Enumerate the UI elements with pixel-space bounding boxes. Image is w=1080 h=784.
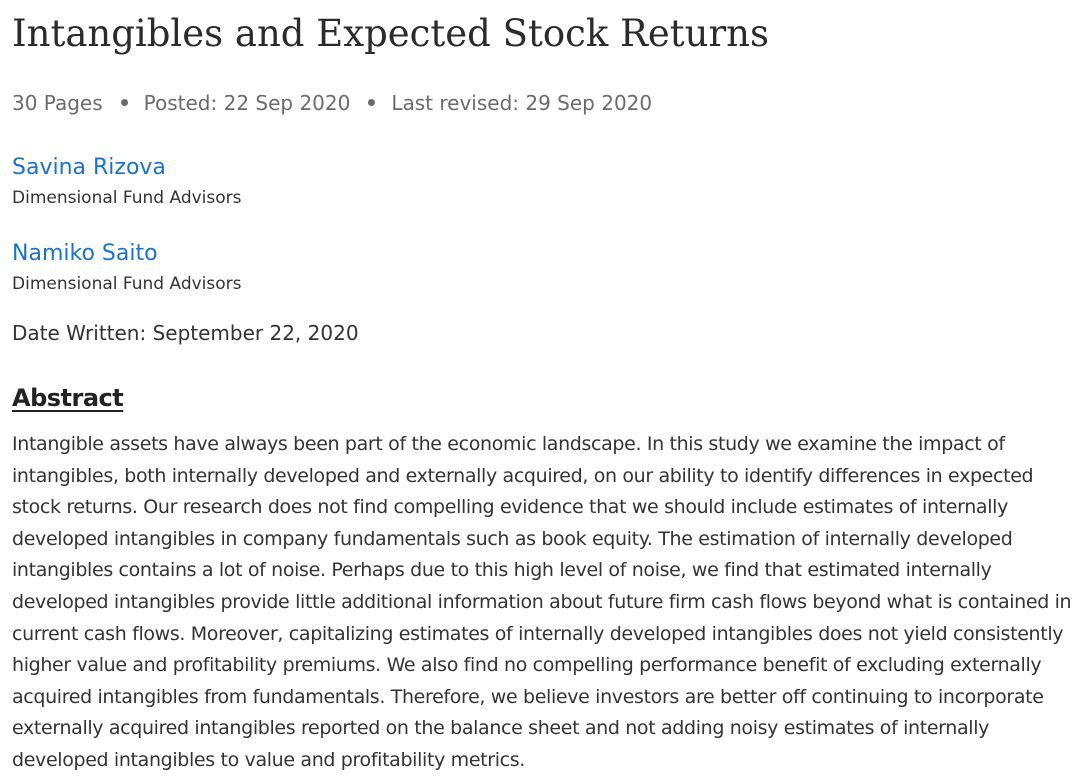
paper-title: Intangibles and Expected Stock Returns: [12, 12, 769, 55]
last-revised-date: Last revised: 29 Sep 2020: [391, 91, 653, 115]
posted-date: Posted: 22 Sep 2020: [143, 91, 351, 115]
author-affiliation: Dimensional Fund Advisors: [12, 274, 242, 294]
date-written: Date Written: September 22, 2020: [12, 321, 359, 345]
author-block: [12, 241, 242, 294]
paper-meta: [12, 91, 652, 115]
separator-dot-icon: [121, 99, 128, 106]
author-affiliation: Dimensional Fund Advisors: [12, 188, 242, 208]
abstract-heading: Abstract: [12, 384, 124, 412]
abstract-text: Intangible assets have always been part of the economic landscape. In this study we examine the impact of intangibles, both internally developed and externally acquired, on our ability to identify differences in expected stock returns. Our research does not find compelling evidence that we should include estimates of internally developed intangibles in company fundamentals such as book equity. The estimation of internally developed intangibles contains a lot of noise. Perhaps due to this high level of noise, we find that estimated internally developed intangibles provide little additional information about future firm cash flows beyond what is contained in current cash flows. Moreover, capitalizing estimates of internally developed intangibles does not yield consistently higher value and profitability premiums. We also find no compelling performance benefit of excluding externally acquired intangibles from fundamentals. Therefore, we believe investors are better off continuing to incorporate externally acquired intangibles reported on the balance sheet and not adding noisy estimates of internally developed intangibles to value and profitability metrics.: [12, 433, 1072, 771]
author-link[interactable]: Namiko Saito: [12, 241, 158, 266]
page-count: 30 Pages: [12, 91, 103, 115]
author-link[interactable]: Savina Rizova: [12, 155, 166, 180]
author-block: [12, 155, 242, 208]
separator-dot-icon: [368, 99, 375, 106]
